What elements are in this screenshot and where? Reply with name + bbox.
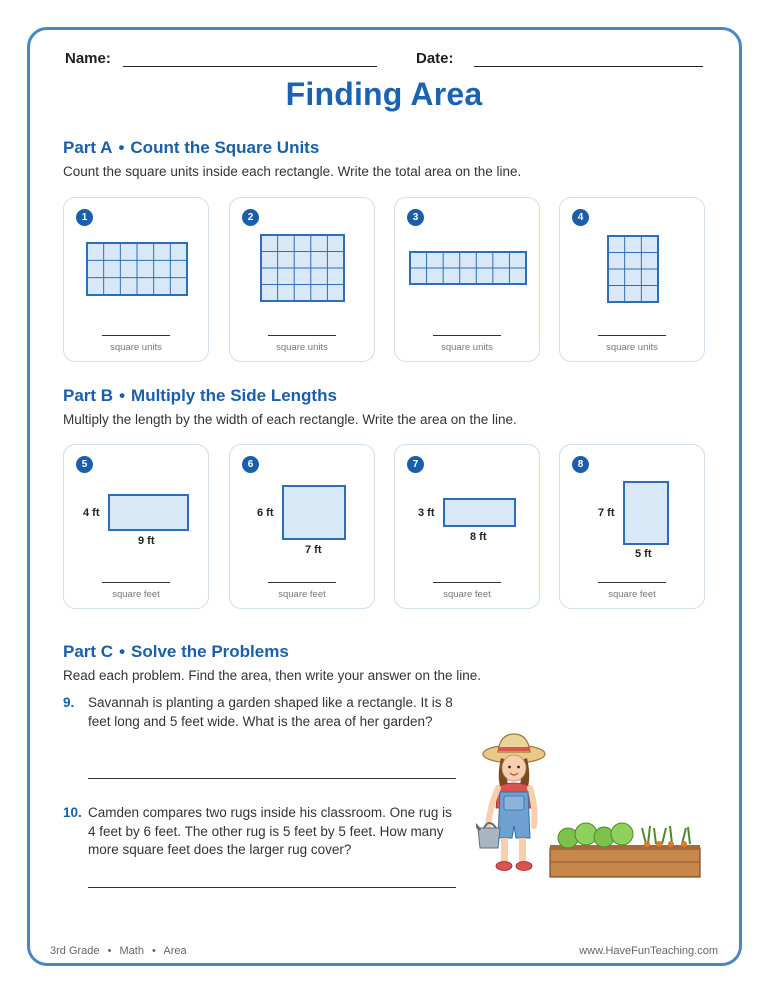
part-b-heading	[63, 386, 337, 406]
bottom-length-label: 8 ft	[470, 531, 487, 543]
footer-website[interactable]: www.HaveFunTeaching.com	[579, 945, 718, 957]
date-label: Date:	[416, 50, 454, 67]
part-c-label: Part C	[63, 642, 114, 661]
problem-number-badge: 8	[572, 456, 589, 473]
footer-topic: Area	[163, 945, 187, 957]
rectangle	[443, 498, 516, 527]
problem-number-badge: 2	[242, 209, 259, 226]
problem-number-badge: 7	[407, 456, 424, 473]
problem-number-badge: 4	[572, 209, 589, 226]
part-c-instructions: Read each problem. Find the area, then write your answer on the line.	[63, 668, 481, 683]
area-card-3	[394, 197, 540, 362]
area-card-5	[63, 444, 209, 609]
answer-line[interactable]	[598, 335, 666, 336]
problem-text: Camden compares two rugs inside his classroom. One rug is 4 feet by 6 feet. The other rug is 5 feet by 5 feet. How many more square feet does the larger rug cover?	[88, 805, 452, 857]
answer-line[interactable]	[598, 582, 666, 583]
part-a-bullet: •	[118, 138, 125, 157]
word-problem-9	[63, 694, 463, 754]
gardener-illustration	[476, 730, 706, 886]
unit-grid	[86, 242, 188, 296]
girl-gardener-figure	[483, 734, 545, 871]
answer-line[interactable]	[433, 335, 501, 336]
unit-label: square units	[110, 342, 162, 353]
date-line[interactable]	[474, 66, 703, 67]
answer-line-10[interactable]	[88, 887, 456, 888]
part-b-bullet: •	[119, 386, 126, 405]
area-card-6	[229, 444, 375, 609]
problem-number-badge: 5	[76, 456, 93, 473]
unit-label: square feet	[112, 589, 160, 600]
problem-number-badge: 1	[76, 209, 93, 226]
part-a-instructions: Count the square units inside each rectangle. Write the total area on the line.	[63, 164, 522, 179]
footer-sep: •	[107, 945, 112, 957]
part-c-heading	[63, 642, 289, 662]
part-a-title: Count the Square Units	[130, 138, 320, 157]
answer-line[interactable]	[268, 335, 336, 336]
part-b-instructions: Multiply the length by the width of each rectangle. Write the area on the line.	[63, 412, 517, 427]
bottom-length-label: 7 ft	[305, 544, 322, 556]
footer-subject: Math	[119, 945, 144, 957]
answer-line[interactable]	[102, 582, 170, 583]
part-b-title: Multiply the Side Lengths	[131, 386, 337, 405]
answer-line[interactable]	[268, 582, 336, 583]
problem-number: 10.	[63, 805, 82, 820]
part-b-label: Part B	[63, 386, 114, 405]
unit-label: square units	[276, 342, 328, 353]
part-c-title: Solve the Problems	[131, 642, 289, 661]
side-length-label: 7 ft	[598, 507, 615, 519]
footer-breadcrumb	[50, 945, 187, 957]
name-date-row	[64, 50, 704, 72]
side-length-label: 3 ft	[418, 507, 435, 519]
unit-label: square feet	[443, 589, 491, 600]
problem-text: Savannah is planting a garden shaped like a rectangle. It is 8 feet long and 5 feet wide. What is the area of her garden?	[88, 695, 453, 729]
area-card-8	[559, 444, 705, 609]
part-a-label: Part A	[63, 138, 113, 157]
area-card-2	[229, 197, 375, 362]
rectangle	[282, 485, 346, 540]
word-problem-10	[63, 804, 463, 864]
area-card-1	[63, 197, 209, 362]
problem-number: 9.	[63, 695, 75, 710]
rectangle	[108, 494, 189, 531]
unit-grid	[607, 235, 659, 303]
footer-grade: 3rd Grade	[50, 945, 100, 957]
answer-line[interactable]	[102, 335, 170, 336]
name-label: Name:	[65, 50, 111, 67]
unit-grid	[409, 251, 527, 285]
watering-can-icon	[476, 818, 500, 848]
part-a-heading	[63, 138, 319, 158]
unit-grid	[260, 234, 345, 302]
part-c-bullet: •	[119, 642, 126, 661]
garden-bed-icon	[550, 823, 700, 877]
bottom-length-label: 9 ft	[138, 535, 155, 547]
problem-number-badge: 6	[242, 456, 259, 473]
footer-sep: •	[152, 945, 156, 957]
rectangle	[623, 481, 669, 545]
side-length-label: 6 ft	[257, 507, 274, 519]
unit-label: square units	[606, 342, 658, 353]
unit-label: square feet	[608, 589, 656, 600]
bottom-length-label: 5 ft	[635, 548, 652, 560]
page-title: Finding Area	[285, 76, 483, 112]
side-length-label: 4 ft	[83, 507, 100, 519]
unit-label: square feet	[278, 589, 326, 600]
area-card-4	[559, 197, 705, 362]
area-card-7	[394, 444, 540, 609]
unit-label: square units	[441, 342, 493, 353]
problem-number-badge: 3	[407, 209, 424, 226]
answer-line[interactable]	[433, 582, 501, 583]
name-line[interactable]	[123, 66, 377, 67]
answer-line-9[interactable]	[88, 778, 456, 779]
